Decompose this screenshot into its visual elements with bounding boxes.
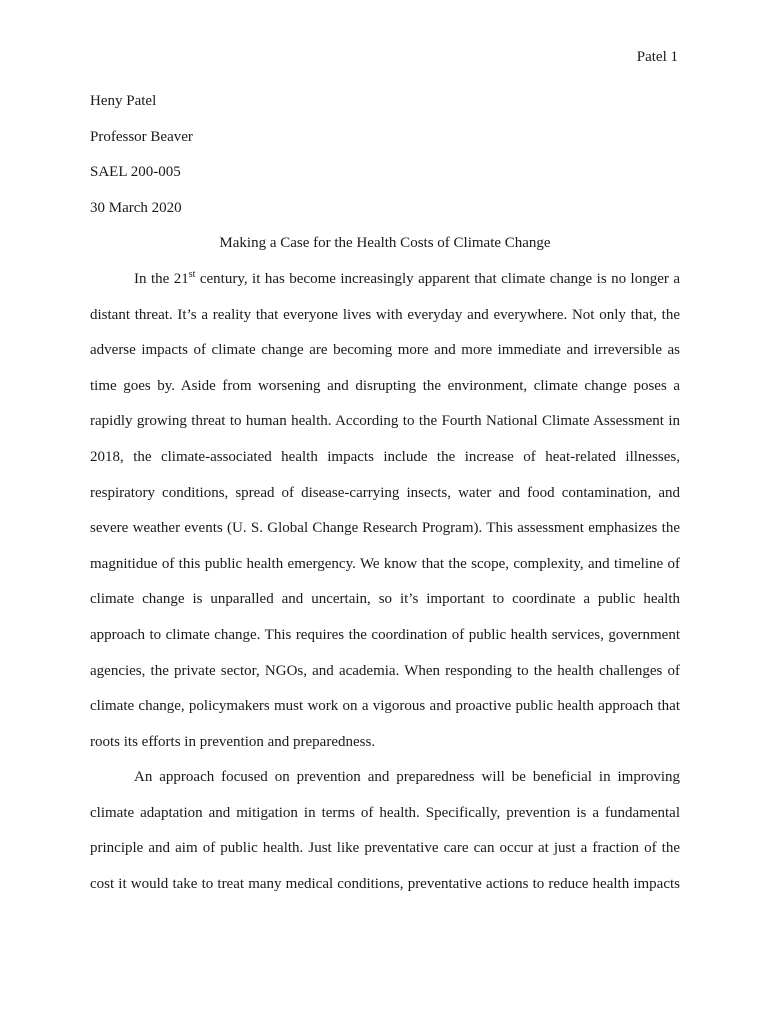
essay-title: Making a Case for the Health Costs of Climate Change xyxy=(219,235,551,252)
paragraph-1-line: 2018, the climate-associated health impacts include the increase of heat-related illnesses, xyxy=(90,448,680,465)
paragraph-1-line: distant threat. It’s a reality that everyone lives with everyday and everywhere. Not only that, the xyxy=(90,306,680,323)
essay-body xyxy=(90,91,680,910)
student-name: Heny Patel xyxy=(90,93,157,109)
paragraph-1-line: climate change is unparalled and uncertain, so it’s important to coordinate a public health xyxy=(90,591,680,608)
paragraph-1-line: time goes by. Aside from worsening and disrupting the environment, climate change poses a xyxy=(90,377,680,394)
paragraph-1-line-1 xyxy=(90,269,680,305)
page-header-number: Patel 1 xyxy=(636,49,678,65)
paragraph-1-line: adverse impacts of climate change are becoming more and more immediate and irreversible as xyxy=(90,342,680,359)
paragraph-1-line: rapidly growing threat to human health. According to the Fourth National Climate Assessment in xyxy=(90,413,680,430)
paragraph-1-last-line: roots its efforts in prevention and preparedness. xyxy=(90,733,376,750)
paragraph-1-line: respiratory conditions, spread of disease-carrying insects, water and food contamination, and xyxy=(90,484,680,501)
paragraph-2-line: cost it would take to treat many medical conditions, preventative actions to reduce health impacts xyxy=(90,876,680,893)
paragraph-1-line: climate change, policymakers must work on a vigorous and proactive public health approach that xyxy=(90,698,680,715)
essay-date: 30 March 2020 xyxy=(90,199,182,216)
ordinal-superscript: st xyxy=(188,268,196,280)
paragraph-1-line: approach to climate change. This requires the coordination of public health services, government xyxy=(90,626,680,643)
paragraph-1-line-1-end: century, it has become increasingly apparent that climate change is no longer a xyxy=(195,270,680,287)
paragraph-1-line: agencies, the private sector, NGOs, and academia. When responding to the health challenges of xyxy=(90,662,680,679)
paragraph-1-line-1-start: In the 21 xyxy=(134,270,189,287)
paragraph-2-line-1: An approach focused on prevention and preparedness will be beneficial in improving xyxy=(134,769,680,786)
paragraph-1-line: severe weather events (U. S. Global Change Research Program). This assessment emphasizes the xyxy=(90,520,680,537)
paragraph-2-line: principle and aim of public health. Just like preventative care can occur at just a fraction of the xyxy=(90,840,680,857)
course-code: SAEL 200-005 xyxy=(90,164,181,181)
professor-name: Professor Beaver xyxy=(90,128,193,145)
paragraph-1-line: magnitidue of this public health emergency. We know that the scope, complexity, and timeline of xyxy=(90,555,680,572)
paragraph-2-line: climate adaptation and mitigation in terms of health. Specifically, prevention is a fundamental xyxy=(90,804,680,821)
